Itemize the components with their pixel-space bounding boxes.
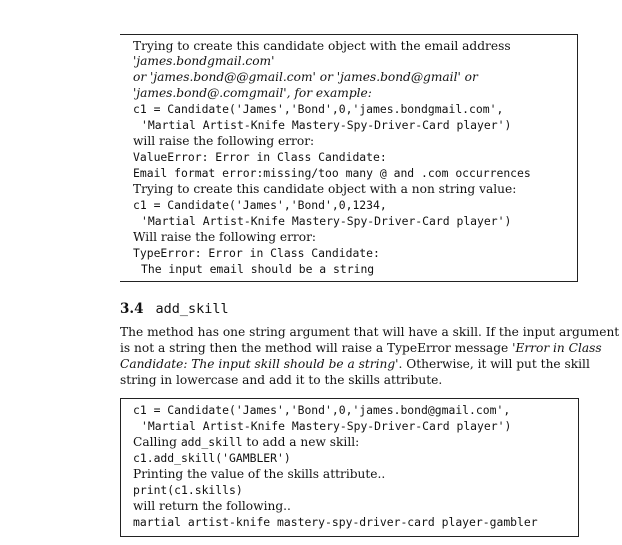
paragraph-line: is not a string then the method will raise a TypeError message 'Error in Class (120, 341, 602, 355)
box1-line: 'james.bond@.comgmail', for example: (133, 86, 372, 100)
box1-line: will raise the following error: (133, 134, 315, 148)
box2-code-line: c1 = Candidate('James','Bond',0,'james.bond@gmail.com', (133, 403, 511, 417)
section-name: add_skill (155, 301, 229, 317)
box2-code-line: 'Martial Artist-Knife Mastery-Spy-Driver-Card player') (141, 419, 512, 433)
box1-code-line: c1 = Candidate('James','Bond',0,'james.bondgmail.com', (133, 102, 504, 116)
box1-line: or 'james.bond@@gmail.com' or 'james.bond@gmail' or (133, 70, 478, 84)
box2-line: Printing the value of the skills attribute.. (133, 467, 386, 481)
paragraph-line: Candidate: The input skill should be a string'. Otherwise, it will put the skill (120, 357, 590, 371)
paragraph-line: string in lowercase and add it to the skills attribute. (120, 373, 443, 387)
box1-line: Trying to create this candidate object with a non string value: (133, 182, 517, 196)
box2-code-line: martial artist-knife mastery-spy-driver-card player-gambler (133, 515, 538, 529)
box1-code-line: ValueError: Error in Class Candidate: (133, 150, 387, 164)
box2-code-line: print(c1.skills) (133, 483, 243, 497)
paragraph-line: The method has one string argument that will have a skill. If the input argument (120, 325, 620, 339)
box1-code-line: 'Martial Artist-Knife Mastery-Spy-Driver-Card player') (141, 214, 512, 228)
box1-code-line: c1 = Candidate('James','Bond',0,1234, (133, 198, 387, 212)
box1-code-line: Email format error:missing/too many @ and .com occurrences (133, 166, 531, 180)
box1-code-line: The input email should be a string (141, 262, 375, 276)
box1-line: Trying to create this candidate object with the email address (133, 39, 511, 53)
box1-code-line: 'Martial Artist-Knife Mastery-Spy-Driver-Card player') (141, 118, 512, 132)
box1-line: Will raise the following error: (133, 230, 317, 244)
box2-code-line: c1.add_skill('GAMBLER') (133, 451, 291, 465)
box2-line: will return the following.. (133, 499, 291, 513)
box1-code-line: TypeError: Error in Class Candidate: (133, 246, 380, 260)
section-number: 3.4 (120, 301, 144, 317)
box2-line: Calling add_skill to add a new skill: (133, 435, 360, 449)
section-heading (120, 301, 229, 317)
box1-line: 'james.bondgmail.com' (133, 54, 275, 68)
